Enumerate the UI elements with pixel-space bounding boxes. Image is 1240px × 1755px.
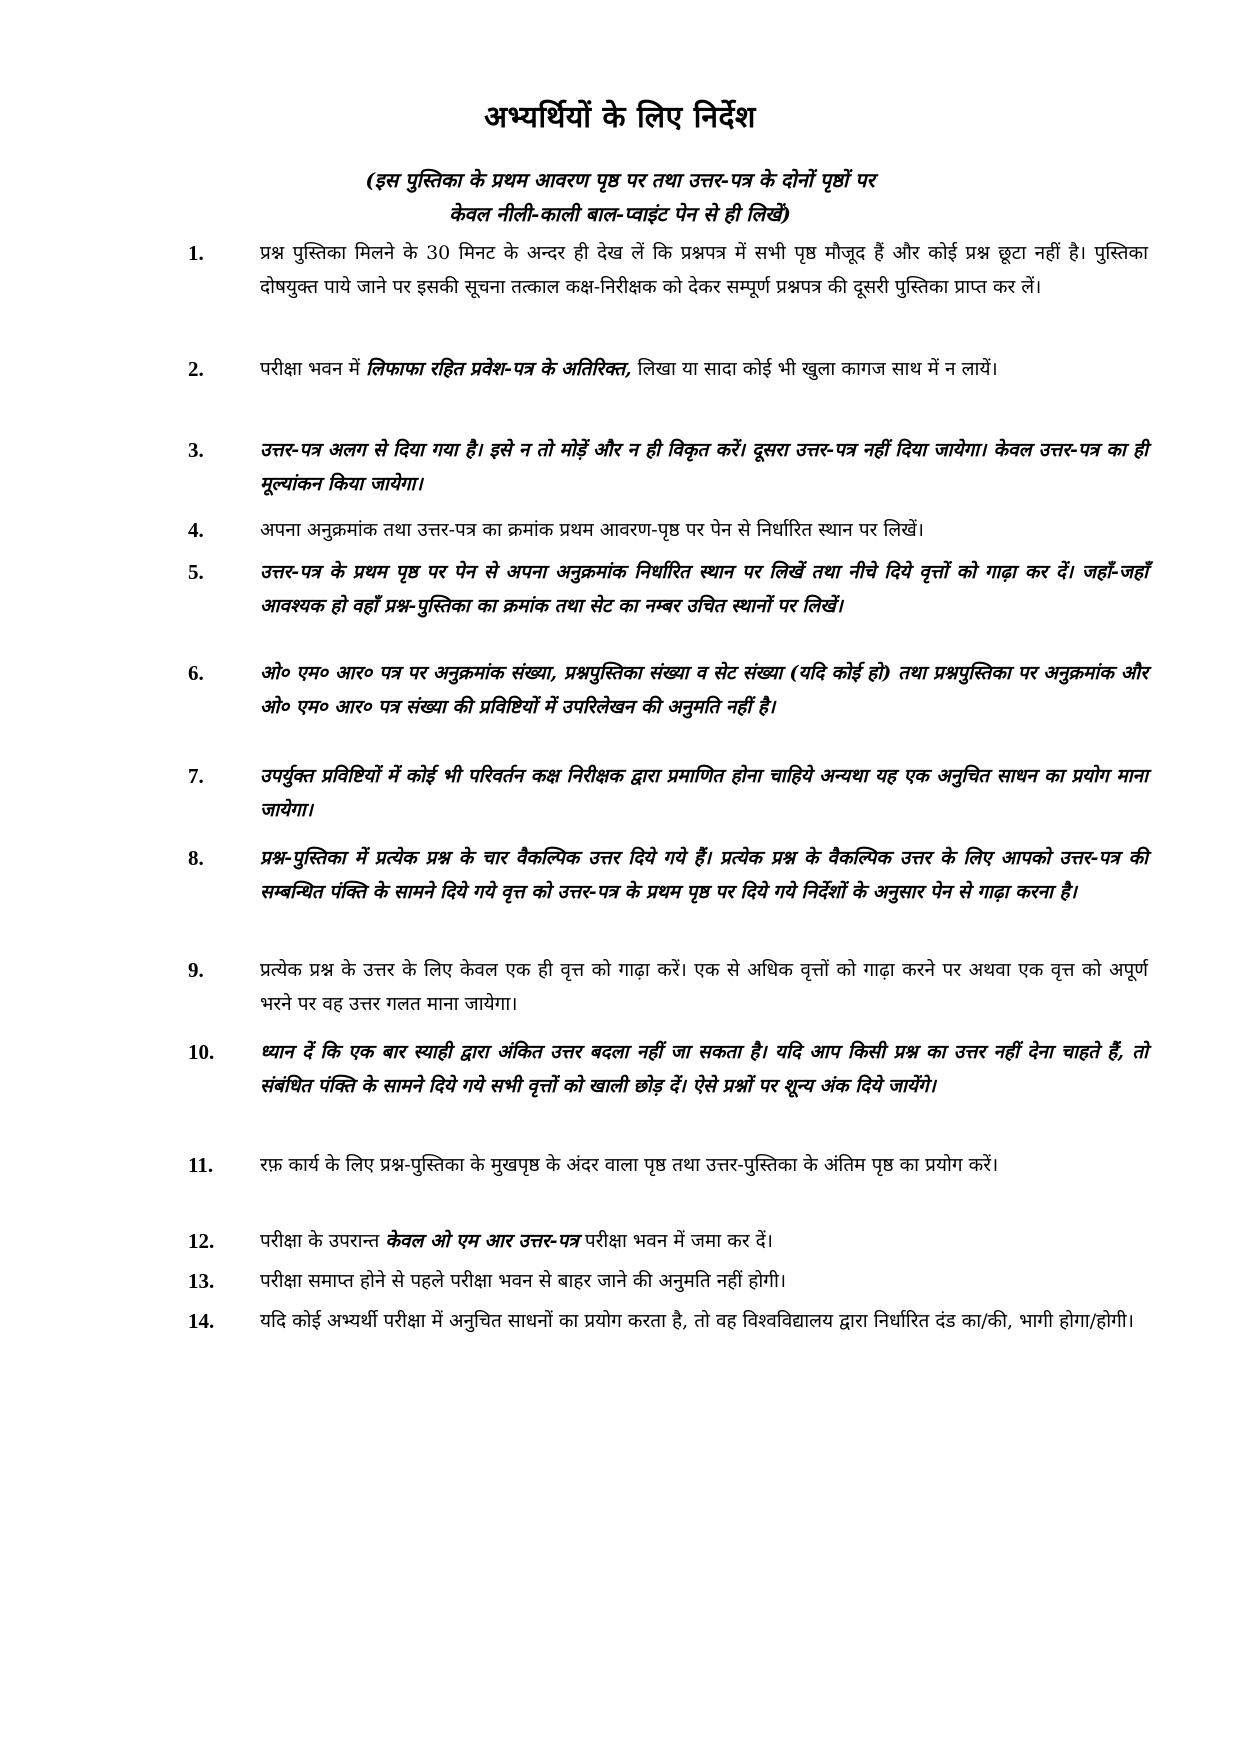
- instruction-number: 11.: [188, 1153, 214, 1177]
- page-title: अभ्यर्थियों के लिए निर्देश: [484, 100, 756, 135]
- instruction-number: 12.: [188, 1229, 215, 1253]
- instruction-number: 1.: [188, 241, 204, 265]
- instruction-number: 10.: [188, 1040, 215, 1064]
- instruction-text: प्रत्येक प्रश्न के उत्तर के लिए केवल एक ही वृत्त को गाढ़ा करें। एक से अधिक वृत्तों को गाढ़ा करने पर अथवा एक वृत्त को अपूर्ण भरने पर वह उत्तर गलत माना जायेगा।: [260, 959, 1148, 1015]
- instruction-number: 3.: [188, 438, 204, 462]
- instruction-number: 9.: [188, 958, 204, 982]
- instruction-text: ओ० एम० आर० पत्र पर अनुक्रमांक संख्या, प्रश्नपुस्तिका संख्या व सेट संख्या (यदि कोई हो) तथा प्रश्नपुस्तिका पर अनुक्रमांक और ओ० एम० आर० पत्र संख्या की प्रविष्टियों में उपरिलेखन की अनुमति नहीं है।: [260, 662, 1148, 718]
- instruction-text: [260, 352, 1148, 386]
- instruction-text: प्रश्न पुस्तिका मिलने के 30 मिनट के अन्दर ही देख लें कि प्रश्नपत्र में सभी पृष्ठ मौजूद हैं और कोई प्रश्न छूटा नहीं है। पुस्तिका दोषयुक्त पाये जाने पर इसकी सूचना तत्काल कक्ष-निरीक्षक को देकर सम्पूर्ण प्रश्नपत्र की दूसरी पुस्तिका प्राप्त कर लें।: [260, 242, 1148, 298]
- instruction-text: अपना अनुक्रमांक तथा उत्तर-पत्र का क्रमांक प्रथम आवरण-पृष्ठ पर पेन से निर्धारित स्थान पर लिखें।: [260, 519, 925, 541]
- instruction-text: परीक्षा समाप्त होने से पहले परीक्षा भवन से बाहर जाने की अनुमति नहीं होगी।: [260, 1270, 787, 1292]
- instruction-text-normal: परीक्षा के उपरान्त: [260, 1230, 386, 1252]
- instruction-text-emphasis: लिफाफा रहित प्रवेश-पत्र के अतिरिक्त,: [365, 358, 632, 380]
- instruction-number: 5.: [188, 560, 204, 584]
- instruction-text: [260, 1224, 1148, 1258]
- instruction-text: उत्तर-पत्र अलग से दिया गया है। इसे न तो मोड़ें और न ही विकृत करें। दूसरा उत्तर-पत्र नहीं दिया जायेगा। केवल उत्तर-पत्र का ही मूल्यांकन किया जायेगा।: [260, 439, 1148, 495]
- instruction-text: उत्तर-पत्र के प्रथम पृष्ठ पर पेन से अपना अनुक्रमांक निर्धारित स्थान पर लिखें तथा नीचे दिये वृत्तों को गाढ़ा कर दें। जहाँ-जहाँ आवश्यक हो वहाँ प्रश्न-पुस्तिका का क्रमांक तथा सेट का नम्बर उचित स्थानों पर लिखें।: [260, 561, 1148, 617]
- instruction-number: 2.: [188, 357, 204, 381]
- instruction-number: 8.: [188, 846, 204, 870]
- instruction-text: ध्यान दें कि एक बार स्याही द्वारा अंकित उत्तर बदला नहीं जा सकता है। यदि आप किसी प्रश्न का उत्तर नहीं देना चाहते हैं, तो संबंधित पंक्ति के सामने दिये गये सभी वृत्तों को खाली छोड़ दें। ऐसे प्रश्नों पर शून्य अंक दिये जायेंगे।: [260, 1041, 1148, 1097]
- instruction-text: रफ़ कार्य के लिए प्रश्न-पुस्तिका के मुखपृष्ठ के अंदर वाला पृष्ठ तथा उत्तर-पुस्तिका के अंतिम पृष्ठ का प्रयोग करें।: [260, 1154, 999, 1176]
- instruction-text: यदि कोई अभ्यर्थी परीक्षा में अनुचित साधनों का प्रयोग करता है, तो वह विश्वविद्यालय द्वारा निर्धारित दंड का/की, भागी होगा/होगी।: [260, 1310, 1134, 1332]
- subtitle-line-2: केवल नीली-काली बाल-प्वाइंट पेन से ही लिखें): [449, 202, 791, 226]
- instruction-number: 7.: [188, 764, 204, 788]
- instruction-text-normal: लिखा या सादा कोई भी खुला कागज साथ में न लायें।: [631, 358, 998, 380]
- instruction-text-emphasis: केवल ओ एम आर उत्तर-पत्र: [385, 1230, 579, 1252]
- instruction-text: प्रश्न-पुस्तिका में प्रत्येक प्रश्न के चार वैकल्पिक उत्तर दिये गये हैं। प्रत्येक प्रश्न के वैकल्पिक उत्तर के लिए आपको उत्तर-पत्र की सम्बन्धित पंक्ति के सामने दिये गये वृत्त को उत्तर-पत्र के प्रथम पृष्ठ पर दिये गये निर्देशों के अनुसार पेन से गाढ़ा करना है।: [260, 847, 1148, 903]
- instruction-text-normal: परीक्षा भवन में जमा कर दें।: [578, 1230, 773, 1252]
- instruction-number: 14.: [188, 1309, 215, 1333]
- subtitle-line-1: (इस पुस्तिका के प्रथम आवरण पृष्ठ पर तथा उत्तर-पत्र के दोनों पृष्ठों पर: [365, 168, 875, 192]
- instruction-text-normal: परीक्षा भवन में: [260, 358, 366, 380]
- instruction-number: 4.: [188, 518, 204, 542]
- instruction-number: 6.: [188, 661, 204, 685]
- instruction-number: 13.: [188, 1269, 215, 1293]
- instruction-text: उपर्युक्त प्रविष्टियों में कोई भी परिवर्तन कक्ष निरीक्षक द्वारा प्रमाणित होना चाहिये अन्यथा यह एक अनुचित साधन का प्रयोग माना जायेगा।: [260, 765, 1148, 821]
